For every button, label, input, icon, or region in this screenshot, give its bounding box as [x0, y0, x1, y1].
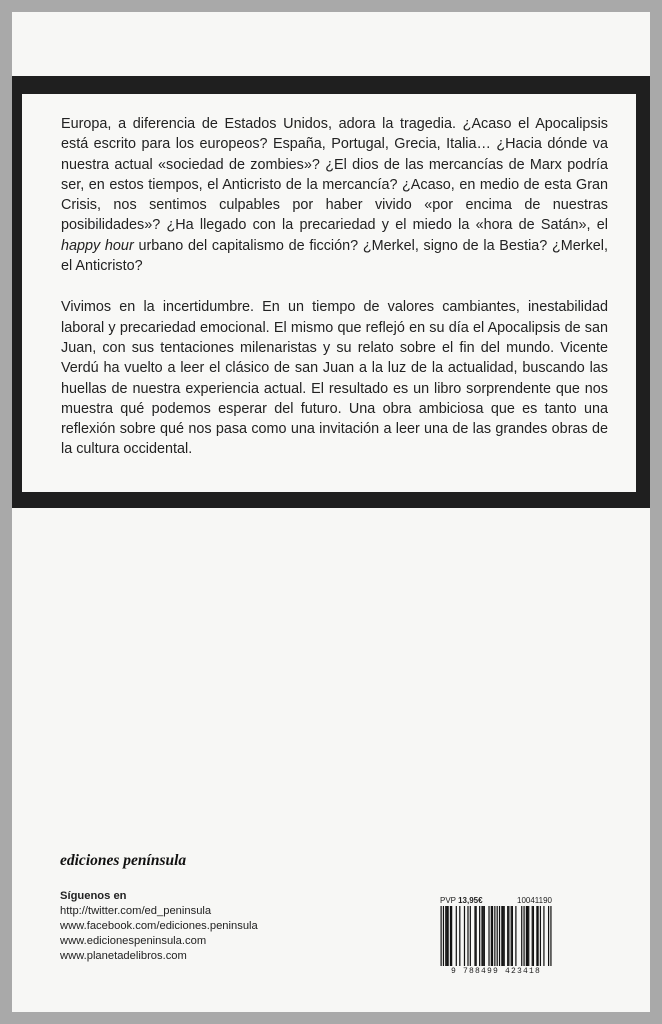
price-line: [437, 895, 555, 906]
dark-band: [12, 76, 650, 508]
barcode-bar: [451, 906, 452, 966]
barcode-bar: [543, 906, 544, 966]
barcode-bar: [443, 906, 444, 966]
follow-heading: Síguenos en: [60, 890, 127, 902]
barcode-block: [437, 895, 555, 976]
barcode-bar: [464, 906, 465, 966]
barcode-bar: [515, 906, 516, 966]
barcode-bar: [479, 906, 480, 966]
barcode-bar: [491, 906, 492, 966]
barcode-bar: [523, 906, 524, 966]
barcode-bars: [437, 906, 555, 966]
twitter-link[interactable]: http://twitter.com/ed_peninsula: [60, 905, 212, 917]
blurb-panel: [22, 94, 636, 492]
barcode-bar: [488, 906, 489, 966]
planeta-website-link[interactable]: www.planetadelibros.com: [60, 950, 187, 962]
barcode-bar: [483, 906, 484, 966]
barcode-bar: [481, 906, 482, 966]
barcode-bar: [445, 906, 446, 966]
barcode-bar: [521, 906, 522, 966]
barcode-bar: [528, 906, 529, 966]
facebook-link[interactable]: www.facebook.com/ediciones.peninsula: [60, 920, 258, 932]
barcode-bar: [476, 906, 477, 966]
barcode-bar: [474, 906, 475, 966]
barcode-bar: [540, 906, 541, 966]
publisher-logo: ediciones península: [60, 852, 187, 869]
barcode-bar: [459, 906, 460, 966]
barcode-bar: [532, 906, 533, 966]
barcode-bar: [508, 906, 509, 966]
barcode-bar: [446, 906, 447, 966]
isbn-number: 9 788499 423418: [450, 967, 541, 976]
barcode-bar: [456, 906, 457, 966]
barcode-bar: [537, 906, 538, 966]
barcode-bar: [507, 906, 508, 966]
barcode-bar: [526, 906, 527, 966]
barcode-bar: [502, 906, 503, 966]
barcode-bar: [467, 906, 468, 966]
price: 13,95€: [458, 896, 483, 905]
barcode-bar: [450, 906, 451, 966]
barcode-bar: [533, 906, 534, 966]
blurb-italic-run: happy hour: [61, 237, 134, 254]
barcode-bar: [527, 906, 528, 966]
product-code: 10041190: [517, 896, 552, 905]
barcode-bar: [548, 906, 549, 966]
barcode-bar: [497, 906, 498, 966]
follow-section: [60, 889, 258, 964]
barcode-bar: [494, 906, 495, 966]
barcode-bar: [501, 906, 502, 966]
blurb-text-run: Europa, a diferencia de Estados Unidos, adora la tragedia. ¿Acaso el Apocalipsis está escrito para los europeos? España, Portugal, Grecia, Italia… ¿Hacia dónde va nuestra actual «sociedad de zombies»? ¿El dios de las mercancías de Marx podría ser, en estos tiempos, el Anticristo de la mercancía? ¿Acaso, en medio de esta Gran Crisis, nos sentimos culpables por haber vivido «por encima de nuestras posibilidades»? ¿Ha llegado con la precariedad y el miedo la «hora de Satán», el: [61, 116, 608, 234]
barcode-bar: [499, 906, 500, 966]
barcode-bar: [470, 906, 471, 966]
barcode-bar: [484, 906, 485, 966]
blurb-paragraph-1: [61, 114, 608, 276]
blurb-text-run: urbano del capitalismo de ficción? ¿Merkel, signo de la Bestia? ¿Merkel, el Anticristo?: [61, 237, 608, 275]
barcode-bar: [536, 906, 537, 966]
barcode-bar: [512, 906, 513, 966]
barcode-bar: [448, 906, 449, 966]
barcode-bar: [441, 906, 442, 966]
publisher-website-link[interactable]: www.edicionespeninsula.com: [60, 935, 207, 947]
barcode-bar: [492, 906, 493, 966]
barcode-bar: [504, 906, 505, 966]
barcode-bar: [550, 906, 551, 966]
pvp-label: PVP: [440, 896, 456, 905]
blurb-paragraph-2: Vivimos en la incertidumbre. En un tiempo de valores cambiantes, inestabilidad laboral y precariedad emocional. El mismo que reflejó en su día el Apocalipsis de san Juan, con sus tentaciones milenaristas y su relato sobre el fin del mundo. Vicente Verdú ha vuelto a leer el clásico de san Juan a la luz de la actualidad, buscando las huellas de nuestra experiencia actual. El resultado es un libro sorprendente que nos muestra qué podemos esperar del futuro. Una obra ambiciosa que es tanto una reflexión sobre qué nos pasa como una invitación a leer una de las grandes obras de la cultura occidental.: [61, 299, 608, 458]
barcode-bar: [511, 906, 512, 966]
back-cover: [12, 12, 650, 1012]
